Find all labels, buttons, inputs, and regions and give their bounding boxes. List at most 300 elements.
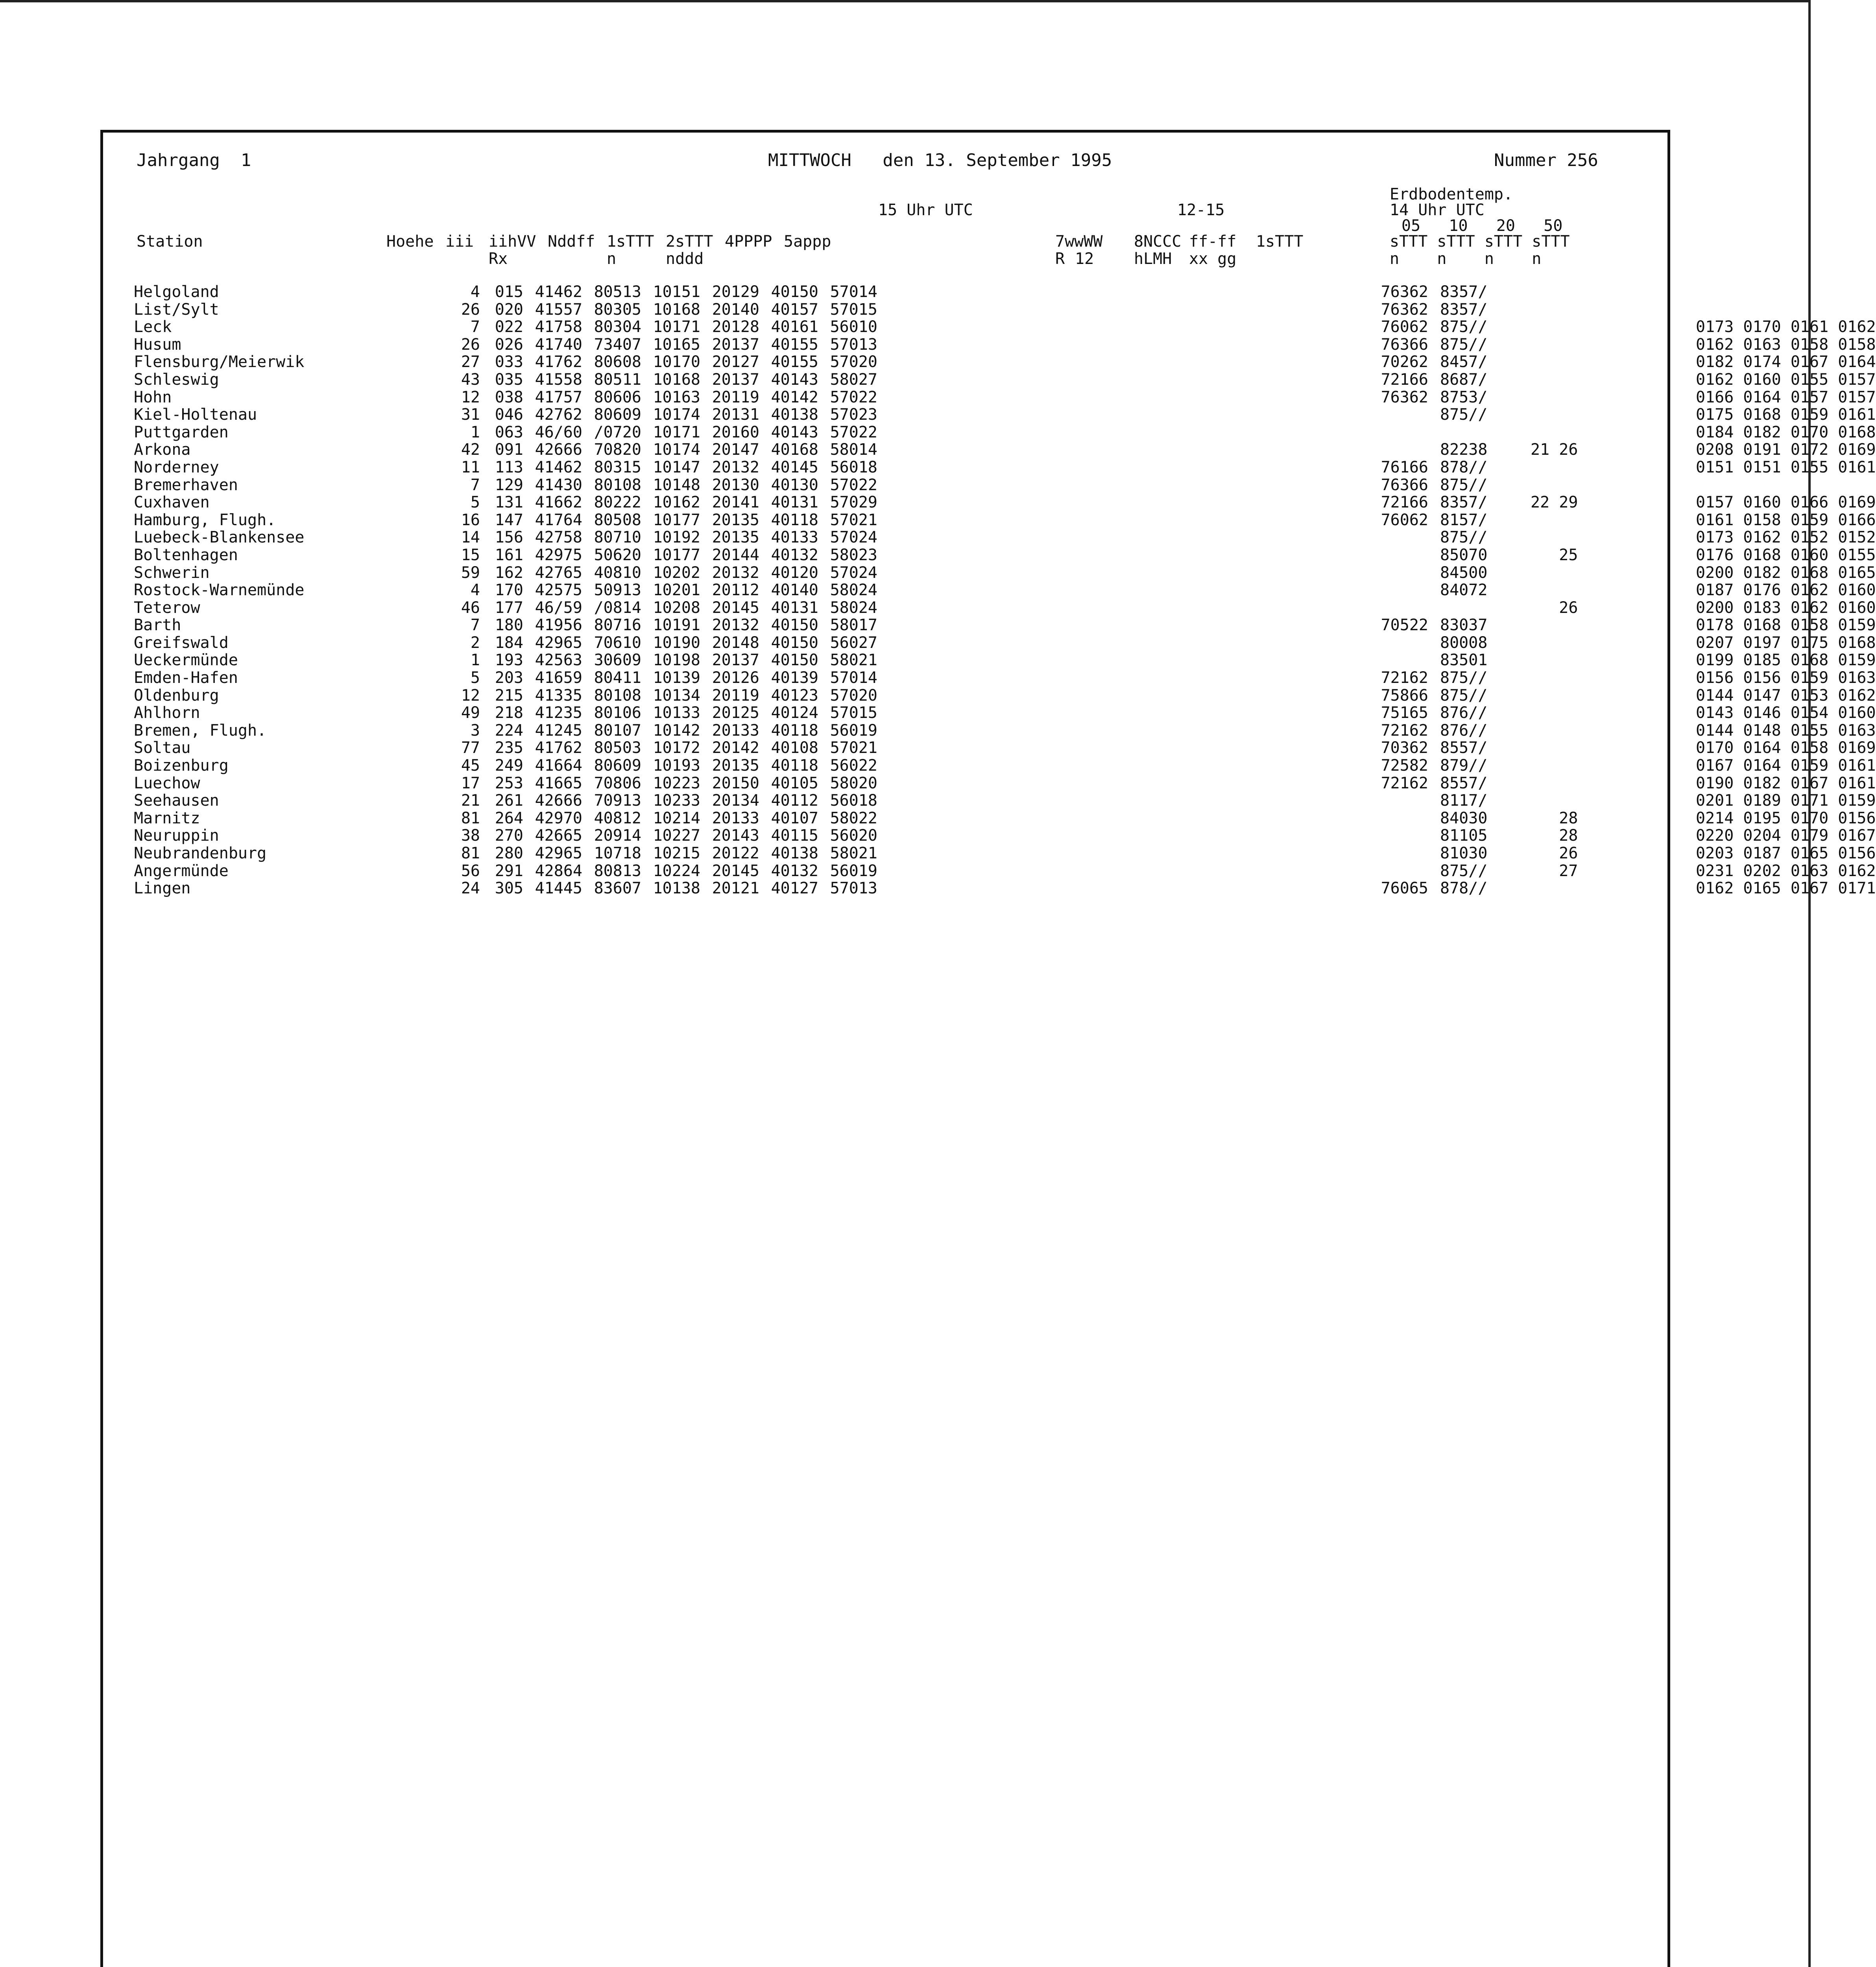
cell-f: 58022: [830, 809, 877, 827]
cell-st: Lingen: [134, 879, 191, 898]
col-2sttt-sub: nddd: [666, 250, 704, 268]
cell-e: 40132: [771, 546, 818, 564]
cell-f: 56019: [830, 721, 877, 740]
cell-h: 59: [461, 563, 480, 582]
table-row: [134, 687, 1876, 705]
range-label: 12-15: [1177, 201, 1225, 219]
cell-b: 40810: [594, 563, 641, 582]
cell-soil: 0187 0176 0162 0160: [1696, 581, 1876, 600]
cell-f: 56027: [830, 633, 877, 652]
cell-d: 20130: [712, 476, 759, 494]
cell-soil: 0173 0170 0161 0162: [1696, 318, 1876, 336]
cell-ww: 75165: [1381, 704, 1428, 722]
table-row: [134, 546, 1876, 564]
cell-st: Puttgarden: [134, 423, 229, 441]
cell-h: 26: [461, 335, 480, 354]
table-row: [134, 283, 1876, 301]
cell-h: 21: [461, 792, 480, 810]
cell-cc: 84072: [1440, 581, 1488, 600]
cell-b: 73407: [594, 335, 641, 354]
table-row: [134, 441, 1876, 459]
cell-e: 40115: [771, 827, 818, 845]
cell-b: /0814: [594, 598, 641, 617]
cell-d: 20127: [712, 353, 759, 371]
cell-c: 10223: [653, 774, 700, 792]
cell-iii: 129: [495, 476, 523, 494]
cell-st: Neuruppin: [134, 827, 219, 845]
cell-f: 56010: [830, 318, 877, 336]
cell-f: 57020: [830, 686, 877, 705]
table-row: [134, 599, 1876, 617]
table-row: [134, 301, 1876, 319]
cell-h: 77: [461, 739, 480, 757]
cell-b: 50913: [594, 581, 641, 600]
cell-iii: 264: [495, 809, 523, 827]
cell-e: 40150: [771, 651, 818, 670]
col-1sttt-sub: n: [607, 250, 617, 268]
cell-cc: 875//: [1440, 476, 1488, 494]
cell-h: 1: [470, 423, 480, 441]
cell-a: 41462: [535, 458, 582, 476]
utc-label: 15 Uhr UTC: [878, 201, 973, 219]
cell-e: 40120: [771, 563, 818, 582]
table-row: [134, 616, 1876, 634]
cell-h: 24: [461, 879, 480, 898]
cell-iii: 131: [495, 493, 523, 512]
cell-a: 41758: [535, 318, 582, 336]
cell-c: 10177: [653, 546, 700, 564]
cell-soil: 0201 0189 0171 0159: [1696, 792, 1876, 810]
cell-b: 80608: [594, 353, 641, 371]
cell-e: 40112: [771, 792, 818, 810]
table-row: [134, 564, 1876, 582]
cell-e: 40155: [771, 335, 818, 354]
cell-st: Schwerin: [134, 563, 210, 582]
col-2sttt: 2sTTT: [666, 232, 713, 251]
cell-cc: 875//: [1440, 318, 1488, 336]
cell-st: Emden-Hafen: [134, 669, 238, 687]
cell-soil: 0190 0182 0167 0161: [1696, 774, 1876, 792]
cell-h: 7: [470, 616, 480, 635]
cell-cc: 8357/: [1440, 300, 1488, 319]
cell-ww: 72166: [1381, 493, 1428, 512]
cell-b: 80222: [594, 493, 641, 512]
cell-f: 58024: [830, 598, 877, 617]
cell-st: Ahlhorn: [134, 704, 200, 722]
cell-c: 10134: [653, 686, 700, 705]
cell-c: 10193: [653, 757, 700, 775]
cell-h: 15: [461, 546, 480, 564]
cell-b: 70913: [594, 792, 641, 810]
table-row: [134, 529, 1876, 546]
cell-soil: 0143 0146 0154 0160: [1696, 704, 1876, 722]
cell-f: 57021: [830, 739, 877, 757]
cell-soil: 0167 0164 0159 0161: [1696, 757, 1876, 775]
cell-e: 40118: [771, 511, 818, 529]
cell-ww: 70362: [1381, 739, 1428, 757]
cell-d: 20145: [712, 598, 759, 617]
cell-f: 57015: [830, 704, 877, 722]
cell-d: 20143: [712, 827, 759, 845]
cell-e: 40142: [771, 388, 818, 406]
cell-h: 42: [461, 441, 480, 459]
cell-soil: 0220 0204 0179 0167: [1696, 827, 1876, 845]
cell-soil: 0203 0187 0165 0156: [1696, 844, 1876, 862]
cell-iii: 113: [495, 458, 523, 476]
cell-soil: 0200 0182 0168 0165: [1696, 563, 1876, 582]
cell-e: 40168: [771, 441, 818, 459]
cell-iii: 184: [495, 633, 523, 652]
cell-e: 40105: [771, 774, 818, 792]
cell-b: 80411: [594, 669, 641, 687]
cell-a: 42765: [535, 563, 582, 582]
cell-st: Angermünde: [134, 862, 229, 880]
cell-st: Kiel-Holtenau: [134, 406, 257, 424]
cell-soil: 0173 0162 0152 0152: [1696, 528, 1876, 547]
cell-a: 41762: [535, 739, 582, 757]
cell-ww: 76062: [1381, 511, 1428, 529]
cell-st: Bremerhaven: [134, 476, 238, 494]
cell-ff: 26: [1531, 844, 1578, 862]
cell-iii: 224: [495, 721, 523, 740]
cell-iii: 261: [495, 792, 523, 810]
cell-soil: 0214 0195 0170 0156: [1696, 809, 1876, 827]
cell-c: 10133: [653, 704, 700, 722]
cell-f: 57022: [830, 423, 877, 441]
cell-e: 40107: [771, 809, 818, 827]
cell-b: 80315: [594, 458, 641, 476]
cell-soil: 0207 0197 0175 0168: [1696, 633, 1876, 652]
cell-b: 80108: [594, 686, 641, 705]
cell-st: Marnitz: [134, 809, 200, 827]
cell-h: 81: [461, 844, 480, 862]
cell-cc: 879//: [1440, 757, 1488, 775]
issue-number: Nummer 256: [1494, 150, 1598, 170]
cell-cc: 8357/: [1440, 283, 1488, 301]
cell-st: Oldenburg: [134, 686, 219, 705]
cell-iii: 253: [495, 774, 523, 792]
cell-f: 57013: [830, 879, 877, 898]
cell-f: 58017: [830, 616, 877, 635]
cell-e: 40157: [771, 300, 818, 319]
cell-st: Barth: [134, 616, 181, 635]
cell-a: 42666: [535, 441, 582, 459]
cell-d: 20126: [712, 669, 759, 687]
cell-cc: 81105: [1440, 827, 1488, 845]
cell-b: /0720: [594, 423, 641, 441]
report-date: MITTWOCH den 13. September 1995: [768, 150, 1112, 170]
cell-f: 57022: [830, 476, 877, 494]
cell-a: 42970: [535, 809, 582, 827]
cell-c: 10171: [653, 318, 700, 336]
cell-e: 40131: [771, 493, 818, 512]
cell-ww: 72166: [1381, 370, 1428, 389]
cell-a: 46/59: [535, 598, 582, 617]
cell-e: 40123: [771, 686, 818, 705]
col-ff: ff-ff: [1189, 232, 1237, 251]
cell-c: 10138: [653, 879, 700, 898]
cell-ff: 28: [1531, 827, 1578, 845]
jahrgang-label: Jahrgang 1: [137, 150, 251, 170]
cell-cc: 8357/: [1440, 493, 1488, 512]
cell-b: 30609: [594, 651, 641, 670]
cell-b: 80606: [594, 388, 641, 406]
cell-iii: 020: [495, 300, 523, 319]
col-soil-sub: n n n n: [1390, 250, 1542, 268]
col-iihvv: iihVV: [489, 232, 536, 251]
table-row: [134, 775, 1876, 792]
cell-soil: 0151 0151 0155 0161: [1696, 458, 1876, 476]
cell-a: 41445: [535, 879, 582, 898]
cell-st: Husum: [134, 335, 181, 354]
cell-e: 40133: [771, 528, 818, 547]
cell-cc: 875//: [1440, 862, 1488, 880]
cell-d: 20134: [712, 792, 759, 810]
cell-h: 4: [470, 581, 480, 600]
cell-ff: 27: [1531, 862, 1578, 880]
table-row: [134, 494, 1876, 511]
cell-f: 58021: [830, 651, 877, 670]
cell-e: 40138: [771, 844, 818, 862]
cell-h: 81: [461, 809, 480, 827]
cell-st: Luebeck-Blankensee: [134, 528, 305, 547]
cell-iii: 170: [495, 581, 523, 600]
cell-iii: 147: [495, 511, 523, 529]
cell-soil: 0162 0165 0167 0171: [1696, 879, 1876, 898]
table-row: [134, 757, 1876, 775]
cell-h: 45: [461, 757, 480, 775]
cell-c: 10198: [653, 651, 700, 670]
cell-h: 14: [461, 528, 480, 547]
cell-b: 50620: [594, 546, 641, 564]
cell-e: 40127: [771, 879, 818, 898]
cell-h: 27: [461, 353, 480, 371]
cell-st: Hamburg, Flugh.: [134, 511, 276, 529]
cell-h: 5: [470, 669, 480, 687]
cell-h: 3: [470, 721, 480, 740]
cell-f: 58027: [830, 370, 877, 389]
cell-b: 80108: [594, 476, 641, 494]
cell-a: 41335: [535, 686, 582, 705]
cell-h: 7: [470, 318, 480, 336]
cell-h: 12: [461, 686, 480, 705]
table-row: [134, 810, 1876, 827]
cell-c: 10148: [653, 476, 700, 494]
cell-ww: 76062: [1381, 318, 1428, 336]
cell-cc: 8117/: [1440, 792, 1488, 810]
cell-st: Teterow: [134, 598, 200, 617]
cell-h: 26: [461, 300, 480, 319]
cell-c: 10151: [653, 283, 700, 301]
cell-cc: 84030: [1440, 809, 1488, 827]
cell-d: 20132: [712, 616, 759, 635]
table-row: [134, 389, 1876, 406]
cell-st: Greifswald: [134, 633, 229, 652]
cell-ff: 21 26: [1531, 441, 1578, 459]
cell-soil: 0162 0163 0158 0158: [1696, 335, 1876, 354]
col-8nccc: 8NCCC: [1134, 232, 1182, 251]
cell-ww: 76362: [1381, 388, 1428, 406]
cell-st: Helgoland: [134, 283, 219, 301]
cell-d: 20137: [712, 370, 759, 389]
cell-d: 20135: [712, 511, 759, 529]
cell-a: 42666: [535, 792, 582, 810]
cell-d: 20119: [712, 686, 759, 705]
cell-a: 41245: [535, 721, 582, 740]
cell-cc: 8753/: [1440, 388, 1488, 406]
cell-soil: 0175 0168 0159 0161: [1696, 406, 1876, 424]
cell-cc: 8457/: [1440, 353, 1488, 371]
cell-cc: 875//: [1440, 335, 1488, 354]
cell-cc: 8557/: [1440, 774, 1488, 792]
cell-cc: 83501: [1440, 651, 1488, 670]
cell-d: 20135: [712, 528, 759, 547]
table-row: [134, 634, 1876, 652]
cell-d: 20133: [712, 721, 759, 740]
cell-st: Hohn: [134, 388, 172, 406]
cell-d: 20121: [712, 879, 759, 898]
cell-c: 10215: [653, 844, 700, 862]
cell-cc: 8557/: [1440, 739, 1488, 757]
cell-iii: 063: [495, 423, 523, 441]
table-row: [134, 739, 1876, 757]
cell-a: 41757: [535, 388, 582, 406]
cell-a: 42758: [535, 528, 582, 547]
cell-b: 80305: [594, 300, 641, 319]
cell-ff: 25: [1531, 546, 1578, 564]
cell-cc: 8687/: [1440, 370, 1488, 389]
cell-e: 40150: [771, 616, 818, 635]
cell-f: 56018: [830, 792, 877, 810]
table-row: [134, 845, 1876, 862]
cell-c: 10172: [653, 739, 700, 757]
cell-ww: 76366: [1381, 335, 1428, 354]
table-row: [134, 722, 1876, 740]
cell-d: 20122: [712, 844, 759, 862]
cell-f: 57020: [830, 353, 877, 371]
cell-d: 20132: [712, 563, 759, 582]
cell-e: 40139: [771, 669, 818, 687]
cell-f: 57014: [830, 283, 877, 301]
cell-h: 17: [461, 774, 480, 792]
cell-e: 40143: [771, 370, 818, 389]
cell-h: 16: [461, 511, 480, 529]
cell-cc: 875//: [1440, 406, 1488, 424]
cell-e: 40145: [771, 458, 818, 476]
cell-b: 80508: [594, 511, 641, 529]
cell-st: Neubrandenburg: [134, 844, 267, 862]
cell-ww: 76362: [1381, 300, 1428, 319]
table-row: [134, 704, 1876, 722]
cell-e: 40155: [771, 353, 818, 371]
cell-soil: 0166 0164 0157 0157: [1696, 388, 1876, 406]
cell-f: 57021: [830, 511, 877, 529]
cell-c: 10170: [653, 353, 700, 371]
cell-d: 20135: [712, 757, 759, 775]
cell-soil: 0178 0168 0158 0159: [1696, 616, 1876, 635]
cell-d: 20137: [712, 335, 759, 354]
cell-b: 80511: [594, 370, 641, 389]
cell-h: 1: [470, 651, 480, 670]
cell-st: Luechow: [134, 774, 200, 792]
cell-ww: 76065: [1381, 879, 1428, 898]
cell-a: 42864: [535, 862, 582, 880]
cell-st: Seehausen: [134, 792, 219, 810]
cell-d: 20129: [712, 283, 759, 301]
cell-iii: 291: [495, 862, 523, 880]
cell-d: 20133: [712, 809, 759, 827]
cell-d: 20140: [712, 300, 759, 319]
cell-f: 58024: [830, 581, 877, 600]
cell-h: 43: [461, 370, 480, 389]
cell-d: 20144: [712, 546, 759, 564]
cell-soil: 0144 0147 0153 0162: [1696, 686, 1876, 705]
cell-a: 41558: [535, 370, 582, 389]
cell-d: 20137: [712, 651, 759, 670]
cell-st: List/Sylt: [134, 300, 219, 319]
cell-c: 10224: [653, 862, 700, 880]
cell-soil: 0231 0202 0163 0162: [1696, 862, 1876, 880]
cell-b: 80609: [594, 757, 641, 775]
cell-soil: 0200 0183 0162 0160: [1696, 598, 1876, 617]
cell-c: 10227: [653, 827, 700, 845]
col-station: Station: [137, 232, 203, 251]
cell-b: 80609: [594, 406, 641, 424]
table-row: [134, 792, 1876, 810]
col-iihvv-sub: Rx: [489, 250, 508, 268]
cell-st: Soltau: [134, 739, 191, 757]
cell-cc: 85070: [1440, 546, 1488, 564]
cell-d: 20148: [712, 633, 759, 652]
cell-h: 4: [470, 283, 480, 301]
cell-cc: 80008: [1440, 633, 1488, 652]
cell-d: 20141: [712, 493, 759, 512]
cell-c: 10201: [653, 581, 700, 600]
cell-cc: 81030: [1440, 844, 1488, 862]
cell-ww: 76166: [1381, 458, 1428, 476]
cell-d: 20112: [712, 581, 759, 600]
cell-f: 57029: [830, 493, 877, 512]
cell-st: Leck: [134, 318, 172, 336]
cell-f: 57024: [830, 528, 877, 547]
cell-b: 40812: [594, 809, 641, 827]
cell-a: 42965: [535, 633, 582, 652]
cell-soil: 0184 0182 0170 0168: [1696, 423, 1876, 441]
cell-a: 42575: [535, 581, 582, 600]
cell-ff: 28: [1531, 809, 1578, 827]
cell-h: 2: [470, 633, 480, 652]
cell-e: 40140: [771, 581, 818, 600]
table-row: [134, 827, 1876, 845]
cell-b: 70610: [594, 633, 641, 652]
cell-h: 46: [461, 598, 480, 617]
table-row: [134, 459, 1876, 476]
cell-b: 80107: [594, 721, 641, 740]
cell-ww: 72582: [1381, 757, 1428, 775]
table-row: [134, 318, 1876, 336]
cell-ww: 72162: [1381, 774, 1428, 792]
cell-cc: 84500: [1440, 563, 1488, 582]
cell-iii: 162: [495, 563, 523, 582]
cell-iii: 026: [495, 335, 523, 354]
cell-f: 58014: [830, 441, 877, 459]
cell-st: Rostock-Warnemünde: [134, 581, 305, 600]
cell-f: 58021: [830, 844, 877, 862]
cell-b: 80503: [594, 739, 641, 757]
cell-c: 10168: [653, 370, 700, 389]
cell-b: 70806: [594, 774, 641, 792]
soil-temp-label: Erdbodentemp.: [1390, 185, 1513, 203]
